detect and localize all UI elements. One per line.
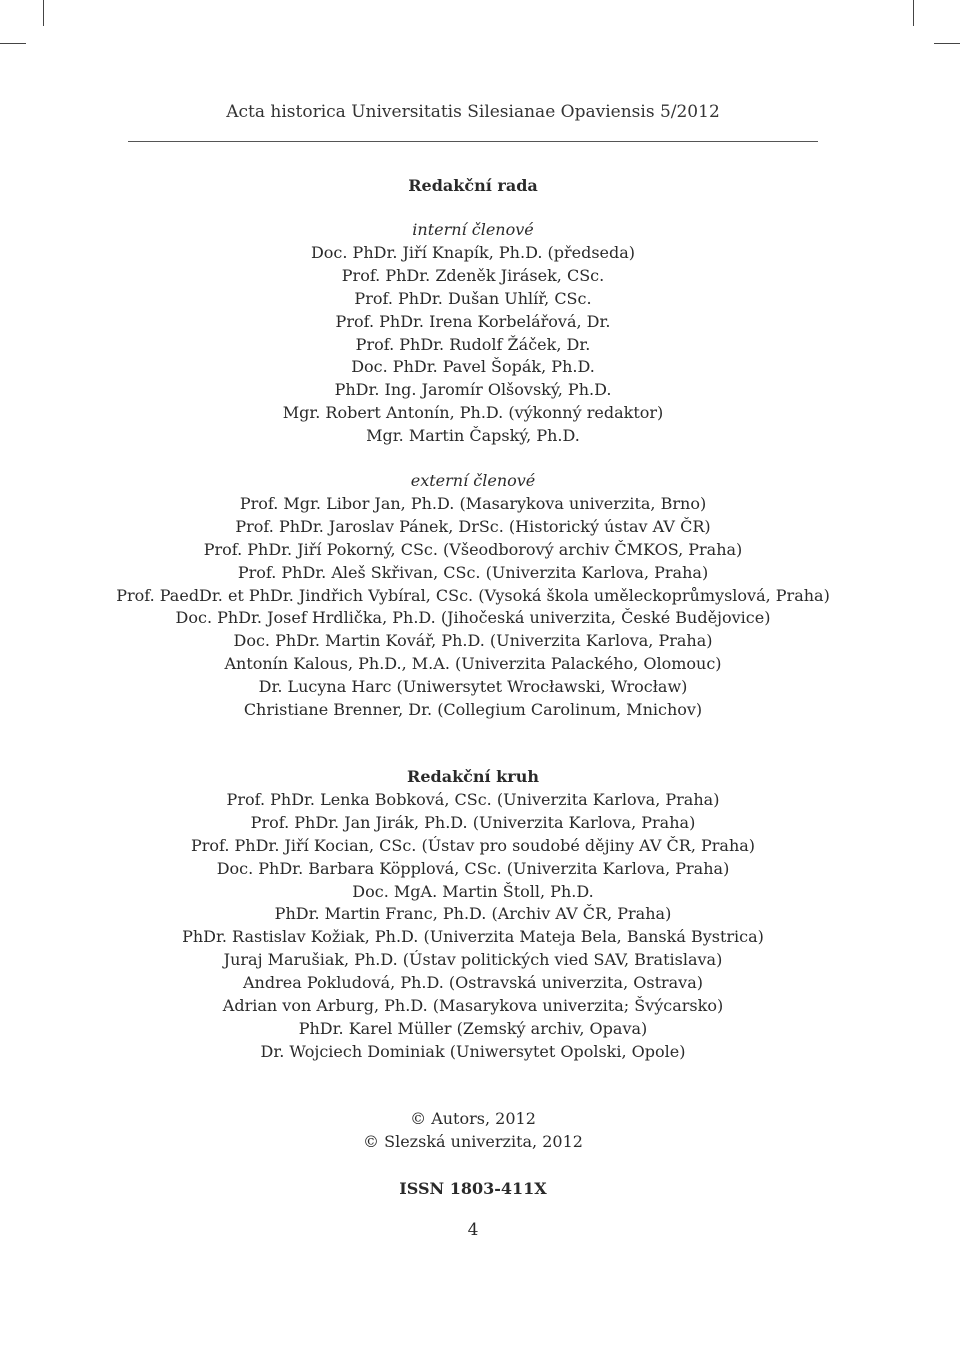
- list-item: Christiane Brenner, Dr. (Collegium Carolinum, Mnichov): [243, 700, 703, 720]
- editorial-circle-title: Redakční kruh: [407, 767, 539, 786]
- list-item: Doc. PhDr. Pavel Šopák, Ph.D.: [351, 357, 595, 377]
- editorial-circle: [0, 766, 946, 1064]
- list-item: Doc. PhDr. Josef Hrdlička, Ph.D. (Jihočeská univerzita, České Budějovice): [175, 608, 771, 628]
- list-item: Doc. PhDr. Martin Kovář, Ph.D. (Univerzita Karlova, Praha): [233, 631, 713, 651]
- list-item: Prof. PhDr. Dušan Uhlíř, CSc.: [354, 288, 592, 308]
- list-item: Dr. Lucyna Harc (Uniwersytet Wrocławski, Wrocław): [258, 677, 688, 697]
- list-item: Prof. PhDr. Lenka Bobková, CSc. (Univerzita Karlova, Praha): [226, 789, 720, 809]
- list-item: Prof. PhDr. Zdeněk Jirásek, CSc.: [341, 265, 605, 285]
- copyright-line: © Autors, 2012: [410, 1109, 536, 1128]
- list-item: PhDr. Ing. Jaromír Olšovský, Ph.D.: [334, 380, 612, 400]
- list-item: Prof. PhDr. Jan Jirák, Ph.D. (Univerzita Karlova, Praha): [250, 812, 696, 832]
- crop-mark-right-h: [934, 43, 960, 44]
- editorial-board-title-wrap: [0, 175, 946, 198]
- list-item: Prof. Mgr. Libor Jan, Ph.D. (Masarykova univerzita, Brno): [239, 493, 707, 513]
- list-item: Prof. PhDr. Jiří Kocian, CSc. (Ústav pro soudobé dějiny AV ČR, Praha): [190, 835, 756, 855]
- list-item: Mgr. Martin Čapský, Ph.D.: [366, 426, 580, 446]
- copyright-block: [0, 1108, 946, 1154]
- external-label: externí členové: [410, 471, 536, 490]
- list-item: Prof. PhDr. Rudolf Žáček, Dr.: [355, 334, 591, 354]
- list-item: PhDr. Martin Franc, Ph.D. (Archiv AV ČR, Praha): [274, 904, 672, 924]
- list-item: Dr. Wojciech Dominiak (Uniwersytet Opolski, Opole): [260, 1041, 686, 1061]
- list-item: Doc. MgA. Martin Štoll, Ph.D.: [352, 881, 594, 901]
- page-number: 4: [467, 1220, 479, 1240]
- list-item: Prof. PhDr. Aleš Skřivan, CSc. (Univerzita Karlova, Praha): [237, 562, 709, 582]
- list-item: Doc. PhDr. Barbara Köpplová, CSc. (Univerzita Karlova, Praha): [216, 858, 730, 878]
- crop-mark-left-h: [0, 43, 26, 44]
- internal-label: interní členové: [412, 220, 534, 239]
- list-item: Juraj Marušiak, Ph.D. (Ústav politických vied SAV, Bratislava): [223, 950, 723, 970]
- external-members: [0, 470, 946, 722]
- list-item: Andrea Pokludová, Ph.D. (Ostravská univerzita, Ostrava): [242, 973, 703, 993]
- internal-members: [0, 219, 946, 448]
- list-item: Adrian von Arburg, Ph.D. (Masarykova univerzita; Švýcarsko): [222, 996, 724, 1016]
- list-item: Prof. PhDr. Irena Korbelářová, Dr.: [335, 311, 611, 331]
- list-item: Prof. PhDr. Jiří Pokorný, CSc. (Všeodborový archiv ČMKOS, Praha): [203, 539, 743, 559]
- list-item: Antonín Kalous, Ph.D., M.A. (Univerzita Palackého, Olomouc): [224, 654, 722, 674]
- list-item: PhDr. Rastislav Kožiak, Ph.D. (Univerzita Mateja Bela, Banská Bystrica): [182, 927, 764, 947]
- list-item: Doc. PhDr. Jiří Knapík, Ph.D. (předseda): [310, 242, 636, 262]
- list-item: Prof. PhDr. Jaroslav Pánek, DrSc. (Historický ústav AV ČR): [235, 516, 711, 536]
- issn: ISSN 1803-411X: [399, 1179, 547, 1198]
- list-item: Prof. PaedDr. et PhDr. Jindřich Vybíral, CSc. (Vysoká škola uměleckoprůmyslová, Praha): [116, 585, 830, 605]
- header-rule: [128, 141, 818, 142]
- list-item: PhDr. Karel Müller (Zemský archiv, Opava): [298, 1018, 648, 1038]
- editorial-board-title: Redakční rada: [408, 176, 538, 195]
- copyright-line: © Slezská univerzita, 2012: [363, 1131, 583, 1151]
- crop-mark-top-right: [913, 0, 914, 26]
- crop-mark-top-left: [43, 0, 44, 26]
- running-header: Acta historica Universitatis Silesianae Opaviensis 5/2012: [226, 102, 720, 122]
- issn-block: [0, 1178, 946, 1201]
- list-item: Mgr. Robert Antonín, Ph.D. (výkonný redaktor): [282, 403, 664, 423]
